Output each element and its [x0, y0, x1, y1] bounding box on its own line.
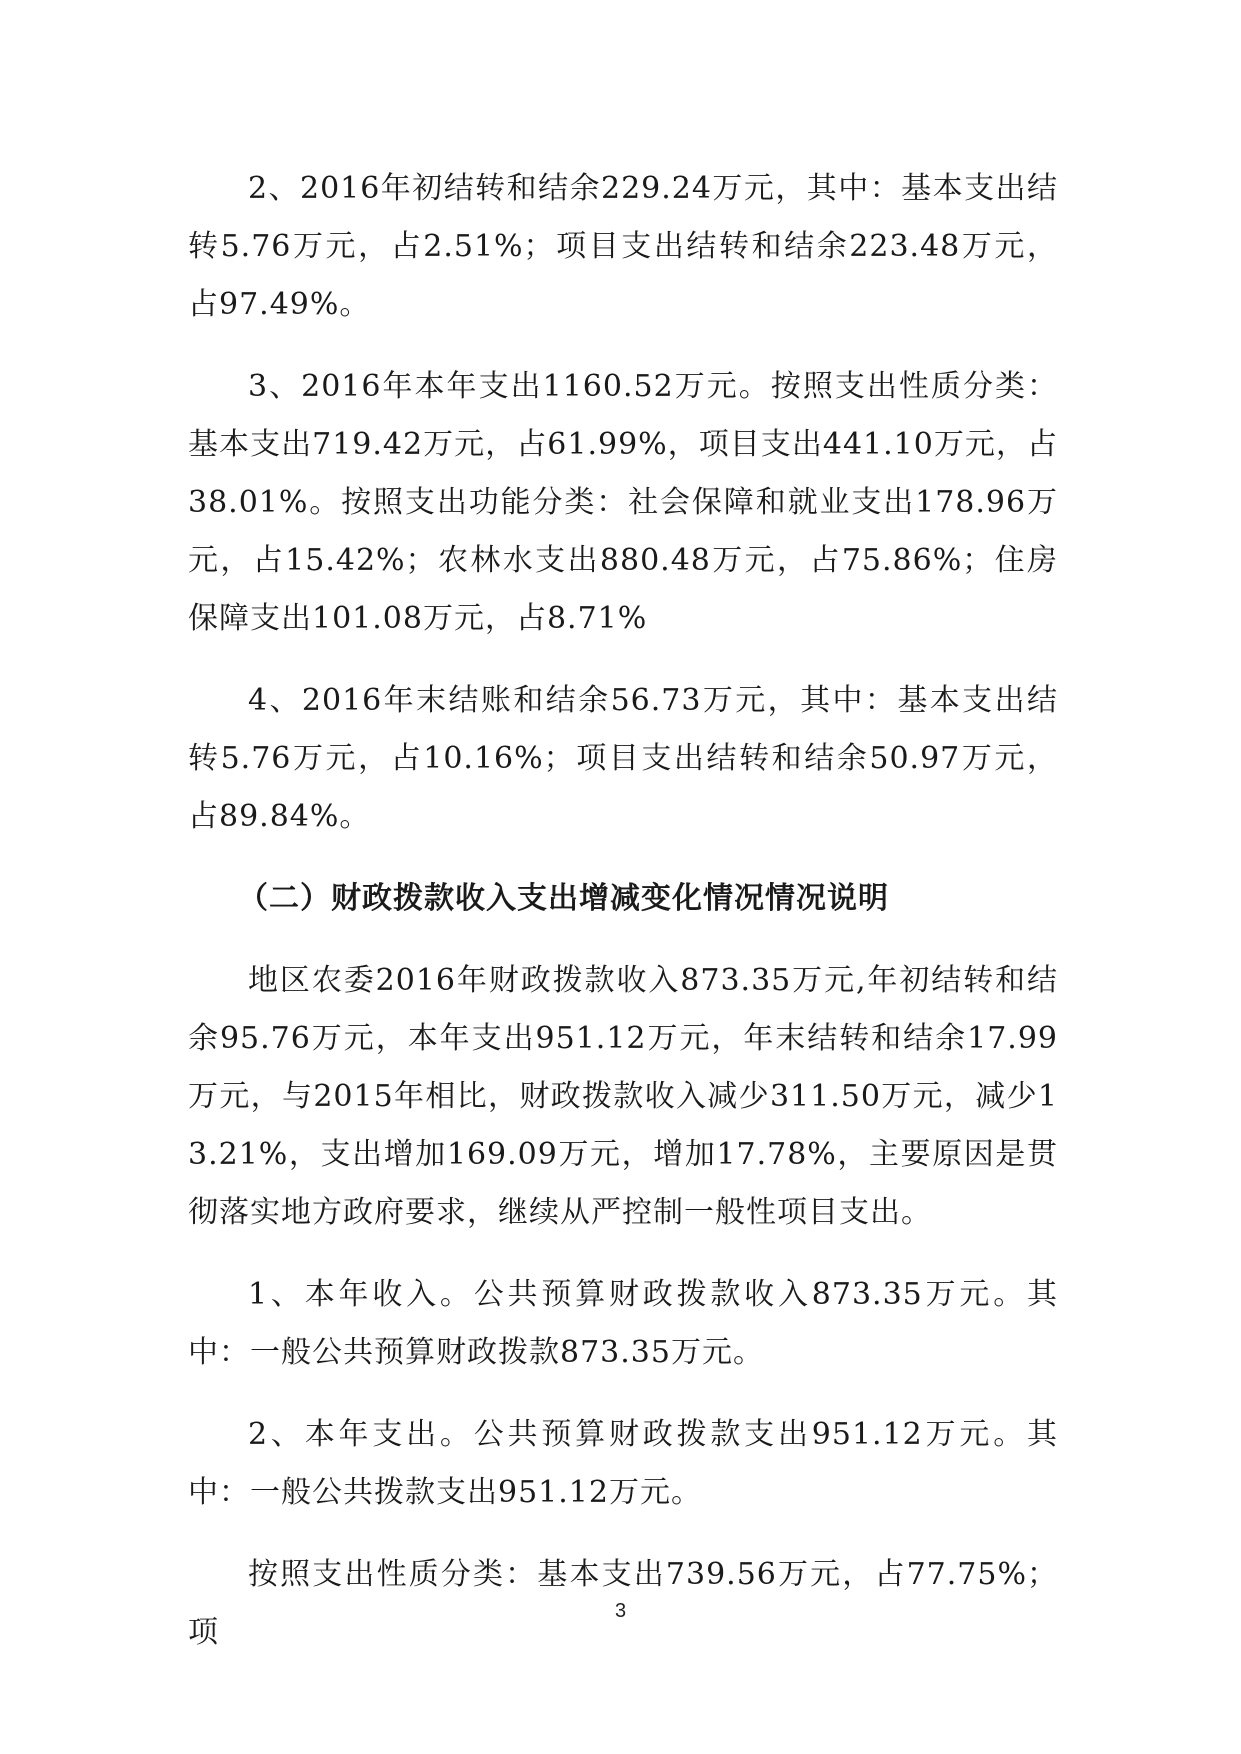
- page-number: 3: [614, 1600, 627, 1622]
- paragraph-carryover-end-2016: 4、2016年末结账和结余56.73万元，其中：基本支出结转5.76万元，占10.16%；项目支出结转和结余50.97万元，占89.84%。: [188, 683, 1058, 834]
- paragraph-carryover-start-2016: 2、2016年初结转和结余229.24万元，其中：基本支出结转5.76万元，占2.51%；项目支出结转和结余223.48万元，占97.49%。: [188, 171, 1058, 322]
- paragraph-fiscal-summary: 地区农委2016年财政拨款收入873.35万元,年初结转和结余95.76万元，本年支出951.12万元，年末结转和结余17.99万元，与2015年相比，财政拨款收入减少311.50万元，减少13.21%，支出增加169.09万元，增加17.78%，主要原因是贯彻落实地方政府要求，继续从严控制一般性项目支出。: [188, 963, 1058, 1230]
- document-body: [188, 160, 1058, 1686]
- paragraph-expenditure-by-nature: 按照支出性质分类：基本支出739.56万元，占77.75%；项: [188, 1557, 1058, 1650]
- paragraph-expenditure-2016: 3、2016年本年支出1160.52万元。按照支出性质分类：基本支出719.42万元，占61.99%，项目支出441.10万元，占38.01%。按照支出功能分类：社会保障和就业支出178.96万元，占15.42%；农林水支出880.48万元，占75.86%；住房保障支出101.08万元，占8.71%: [188, 369, 1058, 636]
- section-heading: （二）财政拨款收入支出增减变化情况情况说明: [238, 881, 889, 916]
- paragraph-annual-expenditure: 2、本年支出。公共预算财政拨款支出951.12万元。其中：一般公共拨款支出951.12万元。: [188, 1417, 1058, 1510]
- paragraph-annual-income: 1、本年收入。公共预算财政拨款收入873.35万元。其中：一般公共预算财政拨款873.35万元。: [188, 1277, 1058, 1370]
